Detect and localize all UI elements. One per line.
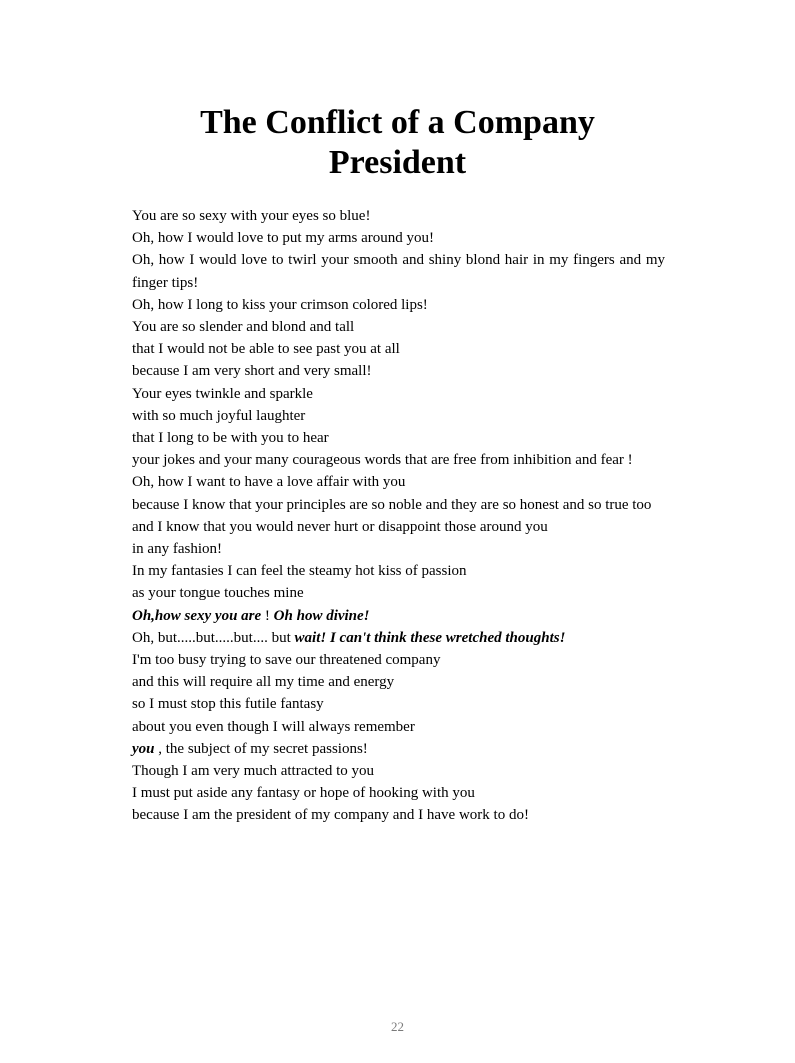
poem-line: Your eyes twinkle and sparkle — [132, 385, 313, 402]
poem-line: Oh, how I want to have a love affair with you — [132, 474, 406, 491]
plain-text: , the subject of my secret passions! — [154, 740, 368, 757]
poem-line: because I am very short and very small! — [132, 363, 372, 380]
page-title — [120, 103, 675, 183]
poem-line: that I would not be able to see past you at all — [132, 341, 400, 358]
title-line-2: President — [328, 144, 467, 181]
emphasis-text: Oh,how sexy you are — [132, 607, 262, 624]
poem-line: with so much joyful laughter — [132, 407, 306, 424]
plain-text: Oh, but.....but.....but.... but — [132, 629, 295, 646]
emphasis-text: Oh how divine! — [273, 607, 370, 624]
poem-line: You are so sexy with your eyes so blue! — [132, 208, 371, 224]
poem-line-emphasis — [132, 627, 665, 649]
emphasis-text: you — [132, 740, 155, 757]
poem-line: I must put aside any fantasy or hope of hooking with you — [132, 785, 475, 802]
poem-line-emphasis — [132, 738, 665, 760]
poem-line: that I long to be with you to hear — [132, 430, 329, 447]
poem-line: You are so slender and blond and tall — [132, 319, 355, 336]
poem-line: In my fantasies I can feel the steamy hot kiss of passion — [132, 563, 467, 580]
poem-line: so I must stop this futile fantasy — [132, 696, 324, 713]
poem-line: Oh, how I would love to put my arms around you! — [132, 230, 435, 247]
poem-line: Oh, how I would love to twirl your smooth and shiny blond hair in my fingers and my finger tips! — [132, 252, 665, 291]
poem-line: as your tongue touches mine — [132, 585, 304, 602]
page-number: 22 — [391, 1019, 404, 1034]
poem-body — [132, 205, 665, 827]
poem-line: because I am the president of my company and I have work to do! — [132, 807, 529, 824]
poem-line: because I know that your principles are so noble and they are so honest and so true too — [132, 496, 652, 513]
poem-line: about you even though I will always remember — [132, 718, 415, 735]
poem-line-emphasis — [132, 605, 665, 627]
poem-line: and I know that you would never hurt or disappoint those around you — [132, 518, 548, 535]
plain-text: ! — [261, 607, 274, 624]
emphasis-text: wait! I can't think these wretched thoughts! — [294, 629, 566, 646]
poem-line: Though I am very much attracted to you — [132, 763, 375, 780]
poem-line: your jokes and your many courageous words that are free from inhibition and fear ! — [132, 452, 633, 469]
poem-line: I'm too busy trying to save our threatened company — [132, 652, 441, 669]
poem-line: Oh, how I long to kiss your crimson colored lips! — [132, 296, 428, 313]
title-line-1: The Conflict of a Company — [200, 104, 595, 141]
poem-line: in any fashion! — [132, 541, 222, 558]
poem-line: and this will require all my time and energy — [132, 674, 395, 691]
